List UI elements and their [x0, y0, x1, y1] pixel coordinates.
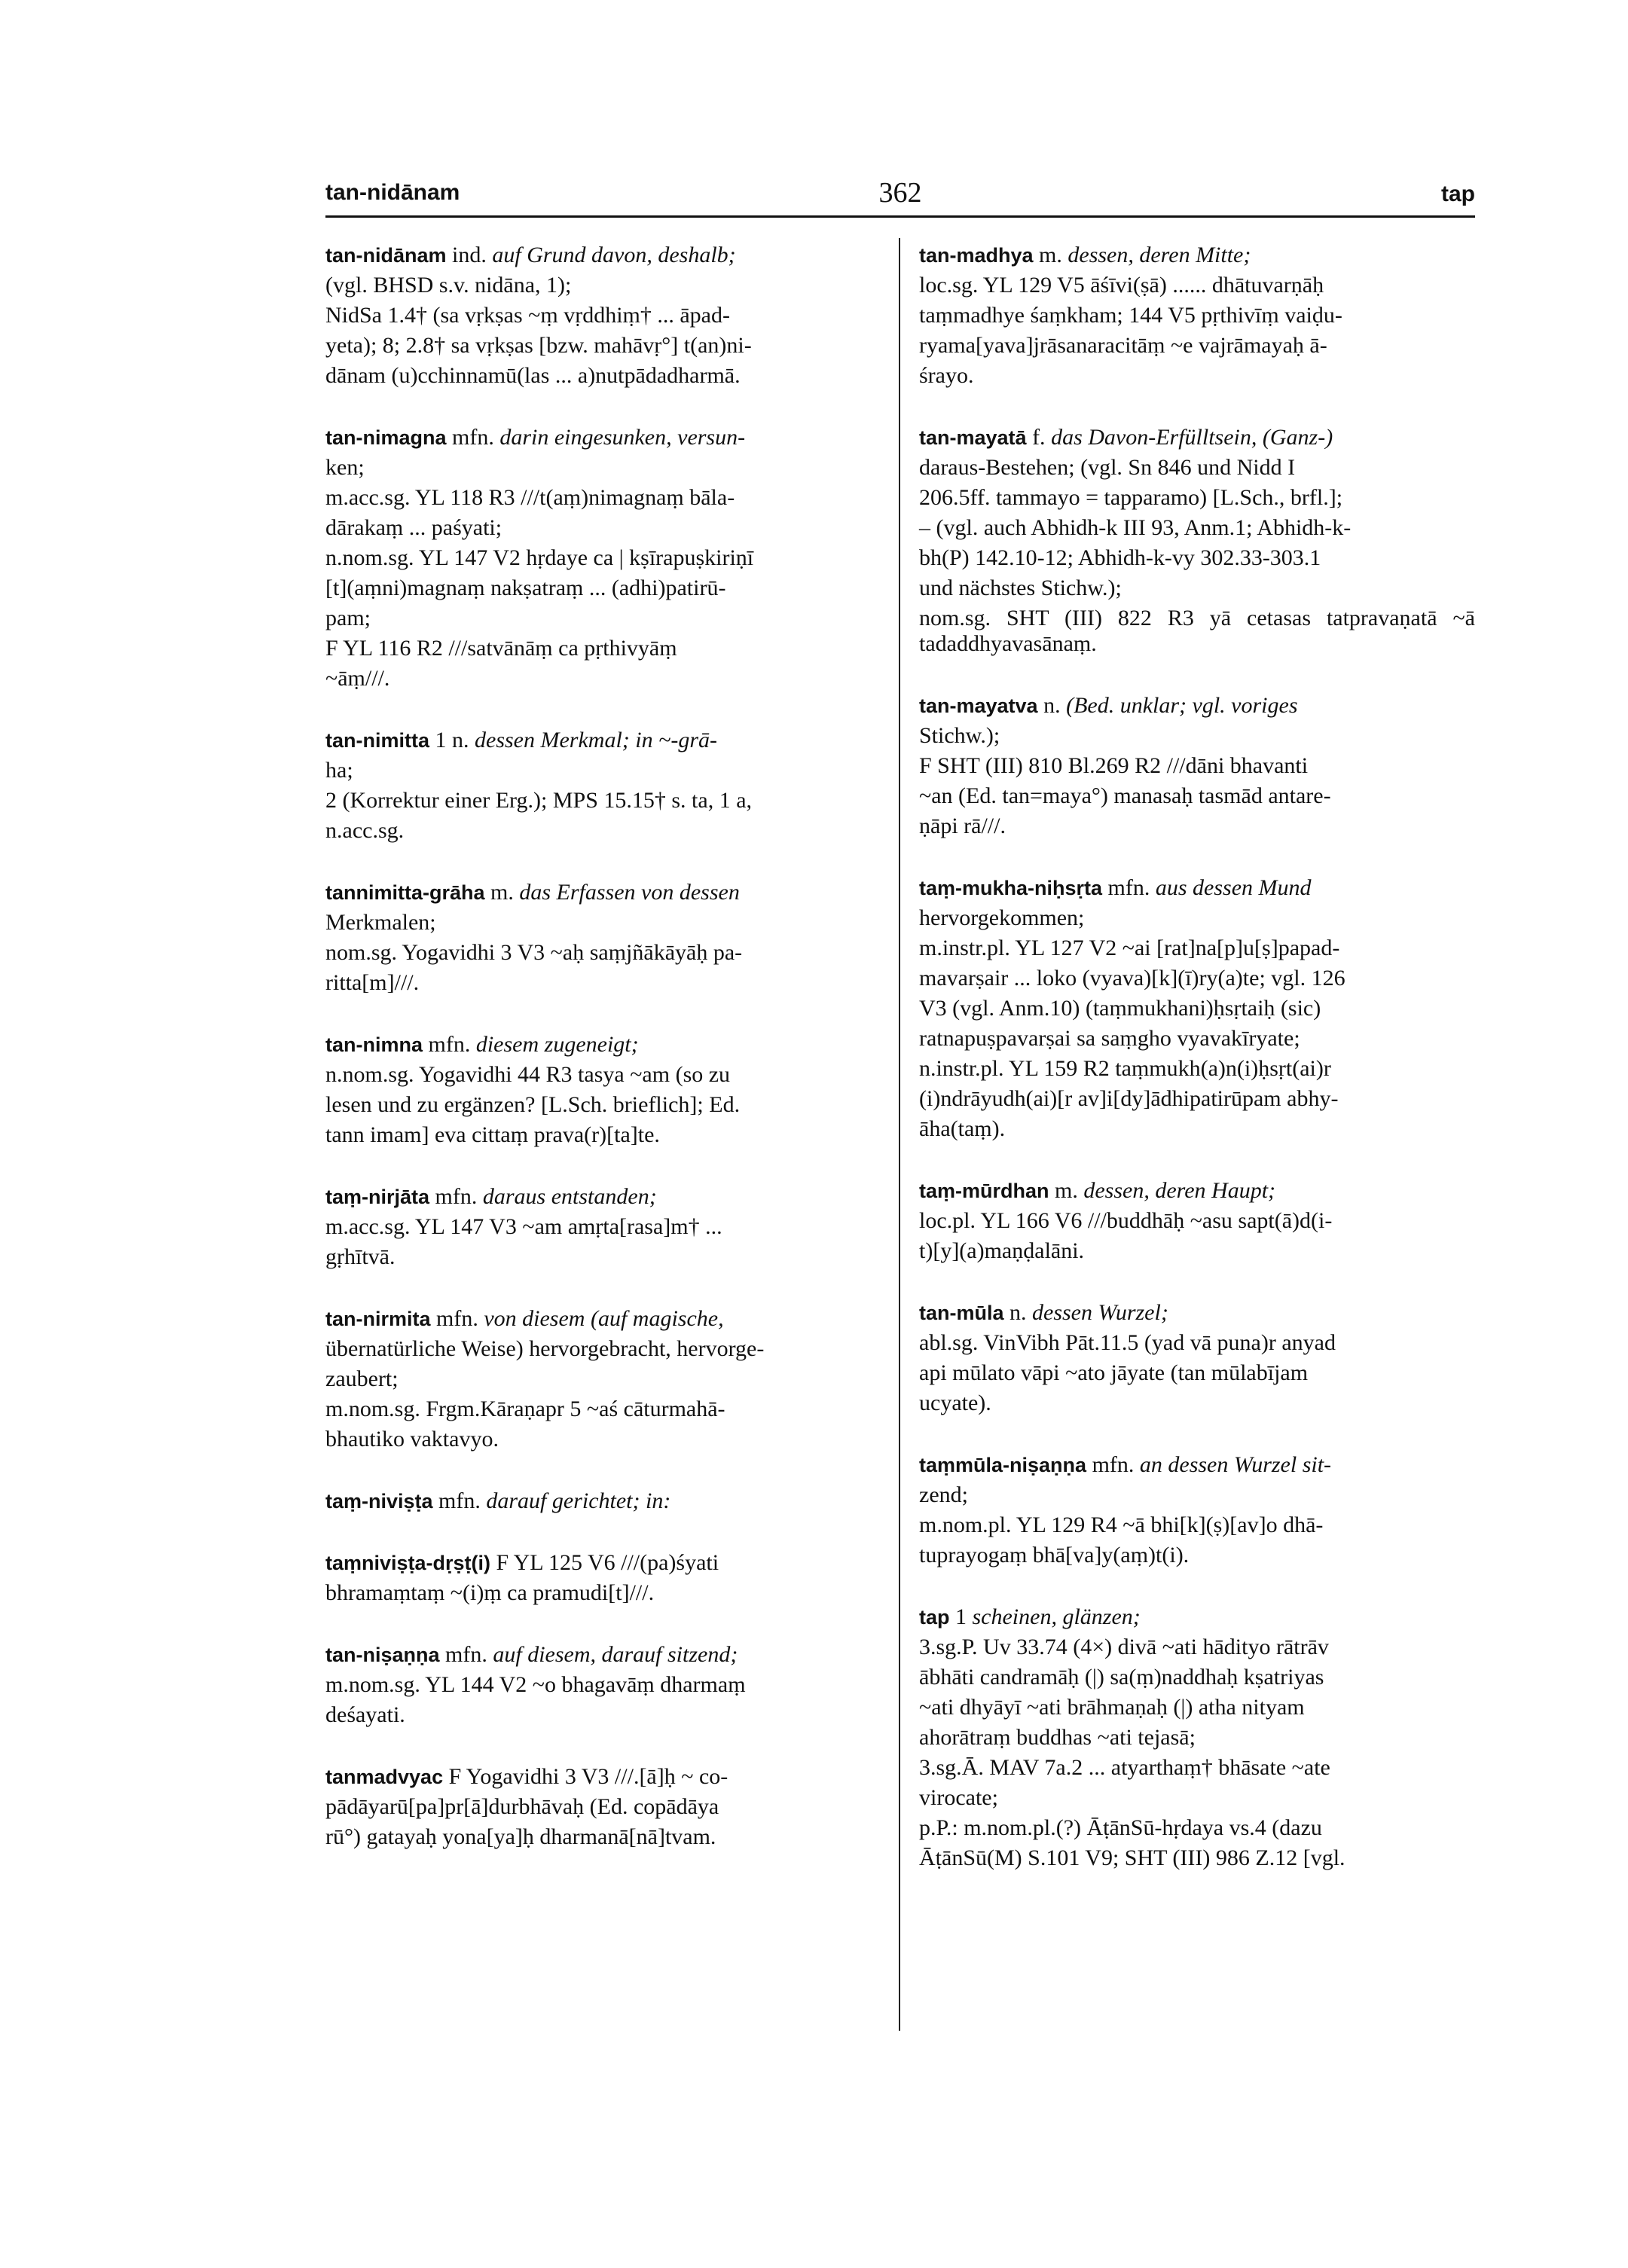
- entry-definition: das Davon-Erfülltsein, (Ganz-): [1051, 425, 1333, 450]
- dictionary-entry: [919, 243, 1475, 389]
- dictionary-entry: [325, 880, 881, 996]
- entry-line: nom.sg. Yogavidhi 3 V3 ~aḥ saṃjñākāyāḥ pa-: [325, 940, 743, 965]
- entry-first-line: [919, 243, 1475, 268]
- entry-definition: scheinen, glänzen;: [972, 1604, 1141, 1629]
- entry-headword: tanmadvyac: [325, 1766, 444, 1788]
- dictionary-entry: [919, 875, 1475, 1142]
- entry-line: Stichw.);: [919, 723, 1000, 748]
- entry-first-line: [325, 880, 881, 905]
- entry-line: loc.sg. YL 129 V5 āśīvi(ṣā) ...... dhātuvarṇāḥ: [919, 273, 1324, 298]
- entry-headword: tap: [919, 1606, 950, 1629]
- entry-headword: tan-mayatva: [919, 694, 1038, 717]
- entry-line: dānam (u)cchinnamū(las ... a)nutpādadharmā.: [325, 363, 741, 388]
- entry-grammar: m.: [484, 880, 520, 905]
- dictionary-entry: [325, 1306, 881, 1452]
- dictionary-entry: [325, 1032, 881, 1148]
- entry-headword: tan-nimitta: [325, 729, 429, 752]
- entry-line: 3.sg.P. Uv 33.74 (4×) divā ~ati hādityo rātrāv: [919, 1635, 1329, 1659]
- entry-headword: tannimitta-grāha: [325, 881, 485, 904]
- entry-first-line: [919, 875, 1475, 901]
- entry-line: āha(taṃ).: [919, 1116, 1006, 1141]
- entry-first-line: [919, 1604, 1475, 1630]
- entry-grammar: mfn.: [430, 1306, 484, 1331]
- column-divider: [899, 238, 900, 2031]
- entry-first-line: [919, 693, 1475, 719]
- entry-definition: (Bed. unklar; vgl. voriges: [1066, 693, 1298, 718]
- running-head: [325, 175, 1475, 211]
- dictionary-entry: [919, 1300, 1475, 1416]
- entry-headword: tan-mūla: [919, 1302, 1004, 1324]
- entry-headword: tan-nirmita: [325, 1308, 431, 1330]
- entry-line: zaubert;: [325, 1366, 399, 1391]
- dictionary-entry: [919, 1452, 1475, 1568]
- entry-first-line: [919, 1300, 1475, 1326]
- entry-line: NidSa 1.4† (sa vṛkṣas ~ṃ vṛddhiṃ† ... āpad-: [325, 303, 730, 328]
- entry-definition: darauf gerichtet; in:: [486, 1488, 671, 1513]
- entry-headword: tan-niṣaṇṇa: [325, 1644, 440, 1666]
- entry-definition: diesem zugeneigt;: [475, 1032, 639, 1057]
- entry-definition: von diesem (auf magische,: [484, 1306, 724, 1331]
- entry-definition: an dessen Wurzel sit-: [1139, 1452, 1332, 1477]
- entry-headword: tan-madhya: [919, 244, 1034, 267]
- entry-line: tann imam] eva cittaṃ prava(r)[ta]te.: [325, 1122, 660, 1147]
- entry-line: ha;: [325, 758, 353, 783]
- entry-line: m.instr.pl. YL 127 V2 ~ai [rat]na[p]u[ṣ]papad-: [919, 936, 1340, 960]
- entry-line: bhautiko vaktavyo.: [325, 1427, 499, 1451]
- entry-line: F YL 116 R2 ///satvānāṃ ca pṛthivyāṃ: [325, 636, 677, 661]
- header-right-headword: tap: [1441, 182, 1475, 206]
- entry-grammar: m.: [1049, 1178, 1084, 1203]
- entry-line: n.instr.pl. YL 159 R2 taṃmukh(a)n(i)ḥsṛt(ai)r: [919, 1056, 1331, 1081]
- entry-line: hervorgekommen;: [919, 905, 1085, 930]
- entry-line: loc.pl. YL 166 V6 ///buddhāḥ ~asu sapt(ā)d(i-: [919, 1208, 1333, 1233]
- entry-line: ṇāpi rā///.: [919, 813, 1006, 838]
- entry-first-line: [325, 1488, 881, 1514]
- entry-line: und nächstes Stichw.);: [919, 575, 1122, 600]
- entry-line: n.acc.sg.: [325, 818, 405, 843]
- entry-line: gṛhītvā.: [325, 1244, 396, 1269]
- entry-line: ~an (Ed. tan=maya°) manasaḥ tasmād antare-: [919, 783, 1331, 808]
- entry-first-line: [325, 728, 881, 753]
- entry-definition: das Erfassen von dessen: [519, 880, 740, 905]
- entry-line: yeta); 8; 2.8† sa vṛkṣas [bzw. mahāvṛ°] t(an)ni-: [325, 333, 752, 358]
- header-left-headword: tan-nidānam: [325, 180, 460, 205]
- entry-first-line: [325, 1764, 881, 1790]
- entry-grammar: mfn.: [446, 425, 500, 450]
- entry-definition: dessen, deren Mitte;: [1068, 243, 1251, 267]
- entry-first-line: [919, 1452, 1475, 1478]
- entry-line: t)[y](a)maṇḍalāni.: [919, 1238, 1085, 1263]
- dictionary-entry: [325, 243, 881, 389]
- entry-line: api mūlato vāpi ~ato jāyate (tan mūlabījam: [919, 1360, 1309, 1385]
- entry-line: ken;: [325, 455, 365, 480]
- entry-headword: taṃ-mūrdhan: [919, 1180, 1049, 1202]
- entry-line: bh(P) 142.10-12; Abhidh-k-vy 302.33-303.1: [919, 545, 1321, 570]
- entry-line: m.nom.pl. YL 129 R4 ~ā bhi[k](ṣ)[av]o dhā-: [919, 1513, 1324, 1537]
- entry-grammar: n.: [1037, 693, 1067, 718]
- entry-line: ryama[yava]jrāsanaracitāṃ ~e vajrāmayaḥ ā-: [919, 333, 1327, 358]
- entry-line: m.acc.sg. YL 118 R3 ///t(aṃ)nimagnaṃ bāla-: [325, 485, 735, 510]
- entry-line: ~āṃ///.: [325, 666, 390, 691]
- entry-grammar: m.: [1033, 243, 1068, 267]
- entry-grammar: f.: [1026, 425, 1052, 450]
- entry-line: p.P.: m.nom.pl.(?) ĀṭānSū-hṛdaya vs.4 (dazu: [919, 1815, 1322, 1840]
- entry-line: n.nom.sg. Yogavidhi 44 R3 tasya ~am (so zu: [325, 1062, 731, 1087]
- entry-line: (vgl. BHSD s.v. nidāna, 1);: [325, 273, 572, 298]
- entry-line: ucyate).: [919, 1390, 991, 1415]
- entry-line: n.nom.sg. YL 147 V2 hṛdaye ca | kṣīrapuṣkiriṇī: [325, 545, 754, 570]
- entry-line: [t](aṃni)magnaṃ nakṣatraṃ ... (adhi)patirū-: [325, 575, 726, 600]
- entry-first-line: [325, 1184, 881, 1210]
- entry-line: 3.sg.Ā. MAV 7a.2 ... atyarthaṃ† bhāsate ~ate: [919, 1755, 1330, 1780]
- entry-grammar: mfn.: [429, 1184, 483, 1209]
- entry-first-line: [325, 425, 881, 450]
- entry-line: m.nom.sg. YL 144 V2 ~o bhagavāṃ dharmaṃ: [325, 1672, 746, 1697]
- entry-first-line: [325, 243, 881, 268]
- entry-line: 2 (Korrektur einer Erg.); MPS 15.15† s. ta, 1 a,: [325, 788, 753, 813]
- entry-grammar: mfn.: [1086, 1452, 1140, 1477]
- entry-line: ritta[m]///.: [325, 970, 420, 995]
- entry-line: m.nom.sg. Frgm.Kāraṇapr 5 ~aś cāturmahā-: [325, 1397, 725, 1421]
- entry-line: zend;: [919, 1482, 968, 1507]
- entry-grammar: 1: [949, 1604, 973, 1629]
- entry-grammar: 1 n.: [429, 728, 475, 752]
- entry-definition: daraus entstanden;: [482, 1184, 657, 1209]
- entry-line: ~ati dhyāyī ~ati brāhmaṇaḥ (|) atha nityam: [919, 1695, 1305, 1720]
- entry-line: tuprayogaṃ bhā[va]y(aṃ)t(i).: [919, 1543, 1190, 1567]
- entry-definition: dessen, deren Haupt;: [1083, 1178, 1276, 1203]
- entry-headword: taṃniviṣṭa-dṛṣṭ(i): [325, 1552, 491, 1574]
- entry-definition: dessen Merkmal; in ~-grā-: [475, 728, 717, 752]
- entry-grammar: ind.: [446, 243, 493, 267]
- entry-headword: tan-nimna: [325, 1033, 423, 1056]
- entry-definition: dessen Wurzel;: [1032, 1300, 1168, 1325]
- header-rule: [325, 215, 1475, 218]
- entry-first-line: [919, 425, 1475, 450]
- entry-line: Merkmalen;: [325, 910, 436, 935]
- entry-grammar: F Yogavidhi 3 V3 ///.[ā]ḥ ~ co-: [443, 1764, 728, 1789]
- entry-line: pādāyarū[pa]pr[ā]durbhāvaḥ (Ed. copādāya: [325, 1794, 719, 1819]
- entry-headword: taṃ-mukha-niḥsṛta: [919, 877, 1103, 899]
- entry-first-line: [325, 1032, 881, 1058]
- dictionary-entry: [325, 425, 881, 691]
- entry-line: taṃmadhye śaṃkham; 144 V5 pṛthivīṃ vaiḍu-: [919, 303, 1342, 328]
- entry-line: abl.sg. VinVibh Pāt.11.5 (yad vā puna)r anyad: [919, 1330, 1336, 1355]
- entry-headword: taṃ-niviṣṭa: [325, 1490, 433, 1513]
- entry-line: rū°) gatayaḥ yona[ya]ḥ dharmanā[nā]tvam.: [325, 1824, 716, 1849]
- entry-line: ratnapuṣpavarṣai sa saṃgho vyavakīryate;: [919, 1026, 1300, 1051]
- entry-headword: tan-mayatā: [919, 426, 1027, 449]
- entry-first-line: [325, 1306, 881, 1332]
- entry-line: śrayo.: [919, 363, 974, 388]
- entry-grammar: F YL 125 V6 ///(pa)śyati: [490, 1550, 719, 1575]
- dictionary-entry: [919, 425, 1475, 657]
- entry-headword: taṃmūla-niṣaṇṇa: [919, 1454, 1087, 1476]
- entry-line: bhramaṃtaṃ ~(i)ṃ ca pramudi[t]///.: [325, 1580, 655, 1605]
- entry-grammar: mfn.: [432, 1488, 487, 1513]
- entry-line: mavarṣair ... loko (vyava)[k](ī)ry(a)te; vgl. 126: [919, 966, 1345, 991]
- entry-definition: darin eingesunken, versun-: [499, 425, 746, 450]
- entry-line: daraus-Bestehen; (vgl. Sn 846 und Nidd I: [919, 455, 1296, 480]
- dictionary-entry: [325, 728, 881, 844]
- entry-line: nom.sg. SHT (III) 822 R3 yā cetasas tatpravaṇatā ~ā tadaddhyavasānaṃ.: [919, 606, 1475, 656]
- entry-first-line: [325, 1550, 881, 1576]
- dictionary-entry: [325, 1642, 881, 1728]
- entry-grammar: mfn.: [1102, 875, 1156, 900]
- entry-line: ahorātraṃ buddhas ~ati tejasā;: [919, 1725, 1196, 1750]
- entry-line: – (vgl. auch Abhidh-k III 93, Anm.1; Abhidh-k-: [919, 515, 1352, 540]
- right-column: [919, 243, 1475, 1907]
- dictionary-entry: [325, 1488, 881, 1514]
- entry-headword: tan-nimagna: [325, 426, 447, 449]
- entry-line: lesen und zu ergänzen? [L.Sch. brieflich]; Ed.: [325, 1092, 741, 1117]
- entry-headword: taṃ-nirjāta: [325, 1186, 430, 1208]
- entry-line: F SHT (III) 810 Bl.269 R2 ///dāni bhavanti: [919, 753, 1309, 778]
- entry-grammar: mfn.: [423, 1032, 476, 1057]
- entry-grammar: n.: [1003, 1300, 1033, 1325]
- entry-line: ĀṭānSū(M) S.101 V9; SHT (III) 986 Z.12 [vgl.: [919, 1845, 1345, 1870]
- entry-line: deśayati.: [325, 1702, 405, 1727]
- dictionary-entry: [325, 1550, 881, 1606]
- entry-line: übernatürliche Weise) hervorgebracht, hervorge-: [325, 1336, 765, 1361]
- entry-first-line: [325, 1642, 881, 1668]
- entry-line: 206.5ff. tammayo = tapparamo) [L.Sch., brfl.];: [919, 485, 1343, 510]
- entry-definition: auf diesem, darauf sitzend;: [493, 1642, 738, 1667]
- entry-line: m.acc.sg. YL 147 V3 ~am amṛta[rasa]m† ...: [325, 1214, 722, 1239]
- entry-definition: auf Grund davon, deshalb;: [492, 243, 736, 267]
- entry-headword: tan-nidānam: [325, 244, 447, 267]
- dictionary-entry: [919, 1604, 1475, 1871]
- entry-line: (i)ndrāyudh(ai)[r av]i[dy]ādhipatirūpam abhy-: [919, 1086, 1339, 1111]
- entry-line: pam;: [325, 606, 371, 630]
- page-number: 362: [878, 177, 922, 209]
- entry-line: ābhāti candramāḥ (|) sa(ṃ)naddhaḥ kṣatriyas: [919, 1665, 1324, 1690]
- entry-line: V3 (vgl. Anm.10) (taṃmukhani)ḥsṛtaiḥ (sic): [919, 996, 1321, 1021]
- dictionary-entry: [919, 693, 1475, 839]
- dictionary-entry: [325, 1764, 881, 1850]
- dictionary-entry: [919, 1178, 1475, 1264]
- left-column: [325, 243, 881, 1886]
- entry-definition: aus dessen Mund: [1155, 875, 1312, 900]
- entry-grammar: mfn.: [439, 1642, 493, 1667]
- dictionary-entry: [325, 1184, 881, 1270]
- entry-first-line: [919, 1178, 1475, 1204]
- entry-line: dārakaṃ ... paśyati;: [325, 515, 502, 540]
- entry-line: virocate;: [919, 1785, 998, 1810]
